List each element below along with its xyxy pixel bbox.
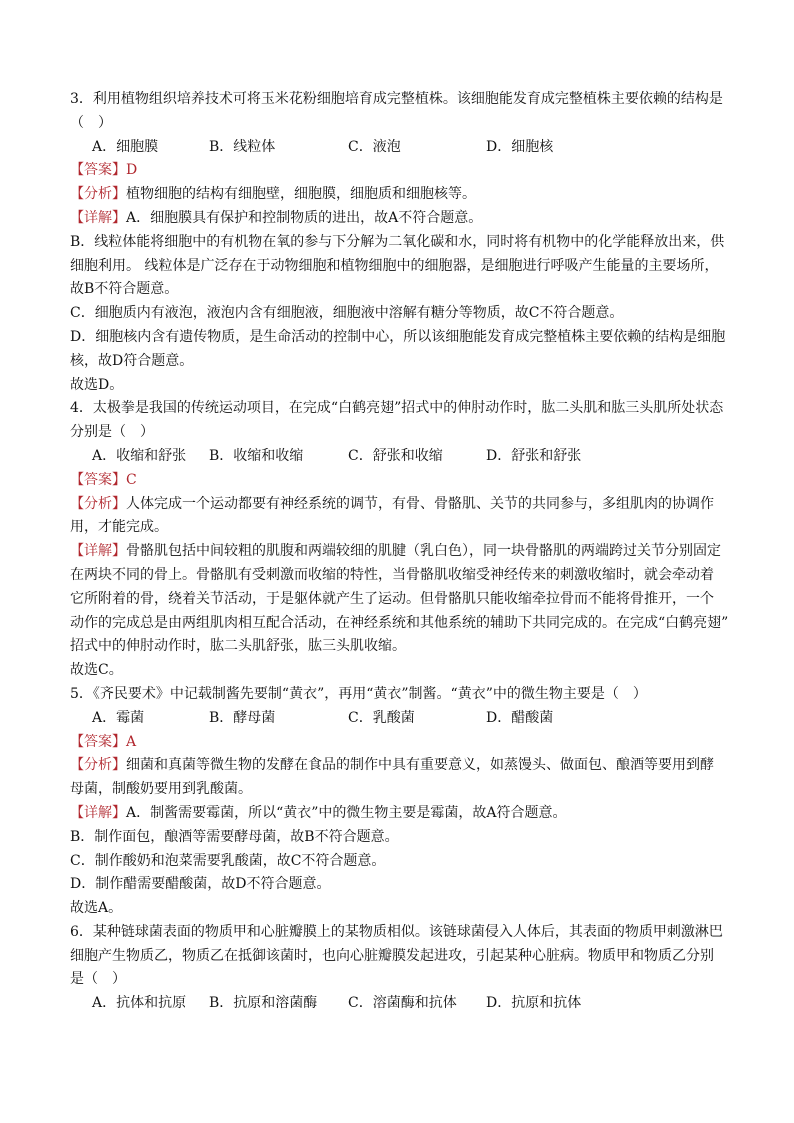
- option-a: A．细胞膜: [92, 138, 159, 155]
- detail-line: D．细胞核内含有遗传物质，是生命活动的控制中心，所以该细胞能发育成完整植株主要依赖的结构是细胞: [70, 328, 726, 345]
- detail-line: 细胞利用。 线粒体是广泛存在于动物细胞和植物细胞中的细胞器，是细胞进行呼吸产生能量的主要场所，: [70, 257, 719, 274]
- option-d: D．抗原和抗体: [486, 995, 582, 1012]
- answer-line: [70, 731, 730, 755]
- question-stem-line: 是（ ）: [70, 971, 126, 988]
- conclusion: 故选D。: [70, 376, 124, 393]
- answer-value: D: [126, 162, 138, 179]
- detail-line: C．制作酸奶和泡菜需要乳酸菌，故C不符合题意。: [70, 852, 386, 869]
- answer-line: [70, 469, 730, 493]
- option-b: B．酵母菌: [209, 709, 276, 726]
- detail-line: 招式中的伸肘动作时，肱二头肌舒张，肱三头肌收缩。: [70, 638, 406, 655]
- detail-text: A．制酱需要霉菌，所以“黄衣”中的微生物主要是霉菌，故A符合题意。: [126, 804, 567, 821]
- analysis-tag: 【分析】: [70, 495, 126, 512]
- answer-tag: 【答案】: [70, 733, 126, 750]
- option-c: C．乳酸菌: [348, 709, 415, 726]
- detail-tag: 【详解】: [70, 543, 126, 560]
- detail-line: [70, 540, 730, 564]
- detail-line: [70, 207, 730, 231]
- question-stem-line: 4．太极拳是我国的传统运动项目，在完成“白鹤亮翅”招式中的伸肘动作时，肱二头肌和肱三头肌所处状态: [70, 400, 724, 417]
- analysis-line: [70, 493, 730, 517]
- detail-tag: 【详解】: [70, 209, 126, 226]
- option-a: A．霉菌: [92, 709, 145, 726]
- options-row: [70, 707, 730, 731]
- option-b: B．线粒体: [209, 138, 276, 155]
- answer-tag: 【答案】: [70, 162, 126, 179]
- detail-line: 在两块不同的骨上。骨骼肌有受刺激而收缩的特性，当骨骼肌收缩受神经传来的刺激收缩时，就会牵动着: [70, 566, 714, 583]
- detail-line: 它所附着的骨，绕着关节活动，于是躯体就产生了运动。但骨骼肌只能收缩牵拉骨而不能将骨推开，一个: [70, 590, 714, 607]
- detail-line: C．细胞质内有液泡，液泡内含有细胞液，细胞液中溶解有糖分等物质，故C不符合题意。: [70, 305, 624, 322]
- question-stem-line: 6．某种链球菌表面的物质甲和心脏瓣膜上的某物质相似。该链球菌侵入人体后，其表面的物质甲刺激淋巴: [70, 923, 723, 940]
- question-stem-line: 3．利用植物组织培养技术可将玉米花粉细胞培育成完整植株。该细胞能发育成完整植株主要依赖的结构是: [70, 91, 723, 107]
- detail-text: A．细胞膜具有保护和控制物质的进出，故A不符合题意。: [126, 209, 483, 226]
- question-stem-line: 分别是（ ）: [70, 424, 154, 441]
- detail-line: 故B不符合题意。: [70, 281, 179, 298]
- option-c: C．舒张和收缩: [348, 447, 443, 464]
- option-b: B．抗原和溶菌酶: [209, 995, 318, 1012]
- option-d: D．舒张和舒张: [486, 447, 582, 464]
- analysis-line: [70, 754, 730, 778]
- question-stem-line: 5．《齐民要术》中记载制酱先要制“黄衣”，再用“黄衣”制酱。“黄衣”中的微生物主要是（ ）: [70, 685, 647, 702]
- option-c: C．液泡: [348, 138, 401, 155]
- analysis-tag: 【分析】: [70, 186, 126, 203]
- detail-line: [70, 802, 730, 826]
- option-d: D．细胞核: [486, 138, 554, 155]
- detail-line: 核，故D符合题意。: [70, 352, 194, 369]
- option-c: C．溶菌酶和抗体: [348, 995, 457, 1012]
- option-a: A．收缩和舒张: [92, 447, 187, 464]
- analysis-text: 细菌和真菌等微生物的发酵在食品的制作中具有重要意义，如蒸馒头、做面包、酿酒等要用到酵: [126, 757, 714, 774]
- analysis-text: 植物细胞的结构有细胞壁，细胞膜，细胞质和细胞核等。: [126, 186, 476, 203]
- analysis-tag: 【分析】: [70, 757, 126, 774]
- detail-tag: 【详解】: [70, 804, 126, 821]
- option-b: B．收缩和收缩: [209, 447, 304, 464]
- answer-line: [70, 159, 730, 183]
- analysis-line: [70, 183, 730, 207]
- detail-line: 动作的完成总是由两组肌肉相互配合活动，在神经系统和其他系统的辅助下共同完成的。在完成“白鹤亮翅”: [70, 614, 729, 631]
- detail-line: B．制作面包，酿酒等需要酵母菌，故B不符合题意。: [70, 828, 399, 845]
- question-6: [70, 921, 730, 1016]
- conclusion: 故选C。: [70, 662, 123, 679]
- question-4: [70, 397, 730, 683]
- option-a: A．抗体和抗原: [92, 995, 187, 1012]
- analysis-text: 人体完成一个运动都要有神经系统的调节，有骨、骨骼肌、关节的共同参与，多组肌肉的协调作: [126, 495, 714, 512]
- analysis-line: 用，才能完成。: [70, 519, 168, 536]
- detail-line: B．线粒体能将细胞中的有机物在氧的参与下分解为二氧化碳和水，同时将有机物中的化学能释放出来，供: [70, 233, 725, 250]
- options-row: [70, 136, 730, 160]
- options-row: [70, 445, 730, 469]
- answer-value: C: [126, 471, 137, 488]
- detail-text: 骨骼肌包括中间较粗的肌腹和两端较细的肌腱（乳白色），同一块骨骼肌的两端跨过关节分别固定: [126, 543, 721, 560]
- answer-value: A: [126, 733, 137, 750]
- analysis-line: 母菌，制酸奶要用到乳酸菌。: [70, 781, 252, 798]
- options-row: [70, 992, 730, 1016]
- detail-line: D．制作醋需要醋酸菌，故D不符合题意。: [70, 876, 331, 893]
- option-d: D．醋酸菌: [486, 709, 554, 726]
- exam-page: [70, 88, 730, 1016]
- question-stem-line: （ ）: [70, 114, 112, 131]
- question-5: [70, 683, 730, 921]
- question-stem-line: 细胞产生物质乙，物质乙在抵御该菌时，也向心脏瓣膜发起进攻，引起某种心脏病。物质甲和物质乙分别: [70, 947, 714, 964]
- conclusion: 故选A。: [70, 900, 123, 917]
- question-3: [70, 88, 730, 397]
- answer-tag: 【答案】: [70, 471, 126, 488]
